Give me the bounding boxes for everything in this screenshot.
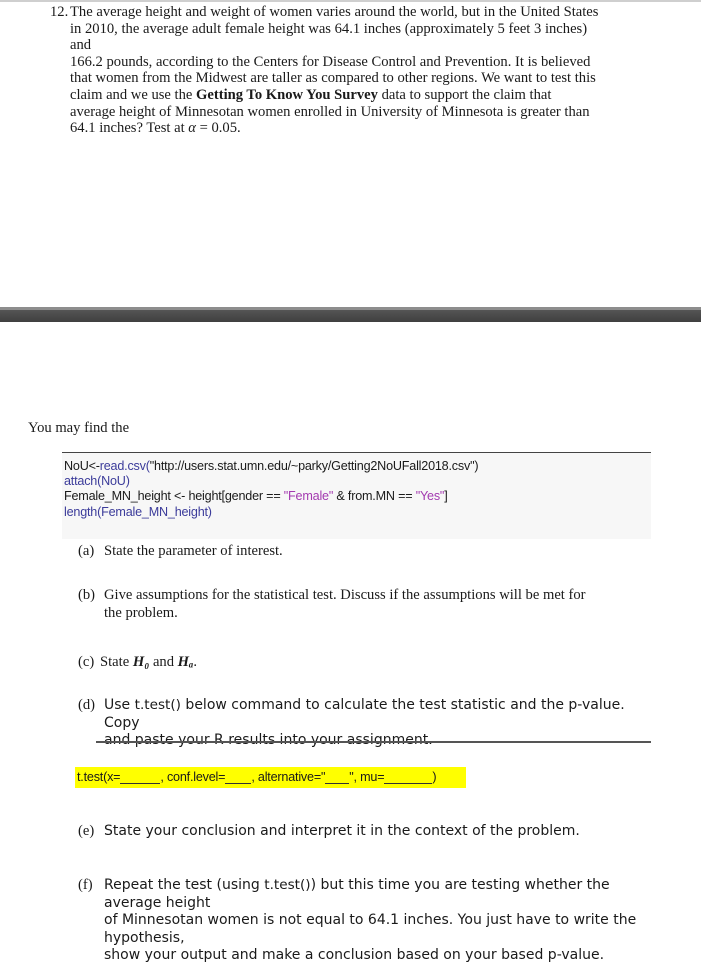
question-line: in 2010, the average adult female height was 64.1 inches (approximately 5 feet 3 inches) [70, 20, 588, 37]
part-text: State the parameter of interest. [104, 543, 283, 559]
part-c [78, 654, 653, 672]
part-text: Give assumptions for the statistical test. Discuss if the assumptions will be met for [104, 587, 586, 603]
survey-name: Getting To Know You Survey [196, 86, 378, 103]
part-text: Repeat the test (using t.test()) but this time you are testing whether the average height [104, 877, 610, 911]
part-label: (b) [78, 587, 96, 603]
question-line: that women from the Midwest are taller as compared to other regions. We want to test this [70, 70, 596, 87]
part-label: (a) [78, 543, 95, 559]
question-line: average height of Minnesotan women enrolled in University of Minnesota is greater than [70, 103, 590, 120]
part-label: (f) [78, 877, 93, 893]
question-line: The average height and weight of women varies around the world, but in the United States [70, 4, 599, 20]
divider [96, 741, 651, 743]
intro-text: You may find the [28, 420, 130, 436]
ttest-template: t.test(x= , conf.level= , alternative=" ", mu= ) [75, 767, 466, 788]
part-label: (e) [78, 823, 95, 839]
page-separator-bar [0, 307, 701, 322]
r-code: NoU<-read.csv("http://users.stat.umn.edu/~parky/Getting2NoUFall2018.csv") attach(NoU) Female_MN_height <- height[gender == "Female" & from.MN == "Yes"] length(Female_MN_height) [64, 459, 479, 519]
part-b [78, 587, 653, 622]
part-f [78, 877, 653, 965]
part-a [78, 543, 653, 561]
part-label: (d) [78, 697, 96, 713]
blank-alternative [325, 770, 349, 784]
part-text: show your output and make a conclusion based on your based p-value. [104, 947, 605, 964]
alt-hypothesis: Hₐ [177, 654, 194, 670]
question-line: and [70, 37, 92, 54]
part-text: the problem. [104, 604, 178, 621]
question-12 [50, 4, 650, 137]
part-label: (c) [78, 654, 95, 670]
r-code-block [62, 452, 651, 539]
ttest-command: t.test() [134, 697, 181, 713]
alpha-symbol: α [188, 120, 196, 137]
top-rule [0, 0, 701, 2]
null-hypothesis: H₀ [132, 654, 150, 670]
blank-mu [384, 770, 432, 784]
part-text: State H₀ and Hₐ. [100, 654, 198, 670]
blank-x [120, 770, 160, 784]
question-number: 12. [50, 4, 69, 20]
part-text: Use t.test() below command to calculate the test statistic and the p-value. Copy [104, 697, 625, 731]
part-e [78, 823, 653, 841]
ttest-command: t.test() [264, 877, 311, 893]
question-line: 64.1 inches? Test at α = 0.05. [70, 120, 241, 137]
blank-conf-level [225, 770, 251, 784]
part-text: State your conclusion and interpret it in the context of the problem. [104, 823, 580, 839]
part-text: of Minnesotan women is not equal to 64.1 inches. You just have to write the hypothesis, [104, 912, 637, 946]
question-line: claim and we use the Getting To Know You Survey data to support the claim that [70, 86, 552, 103]
question-line: 166.2 pounds, according to the Centers for Disease Control and Prevention. It is believed [70, 53, 591, 70]
